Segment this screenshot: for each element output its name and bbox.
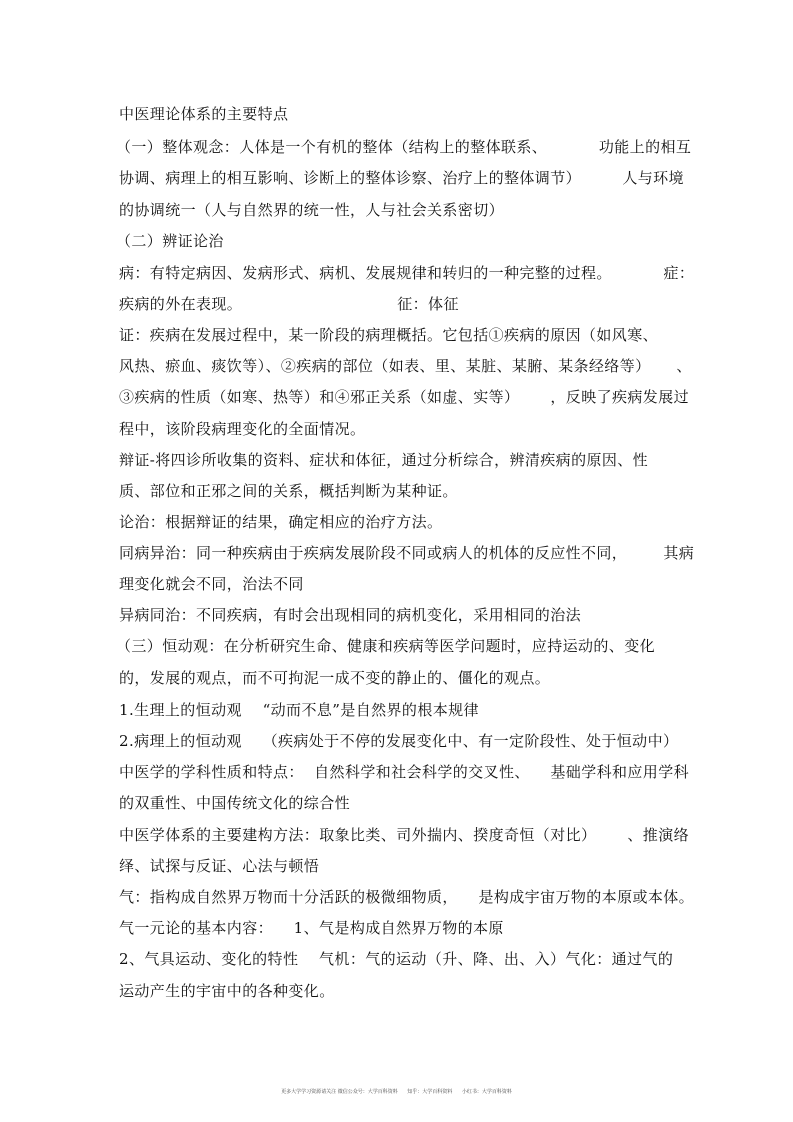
text-line: 绎、试探与反证、心法与顿悟 (119, 857, 320, 875)
text-line: 气：指构成自然界万物而十分活跃的极微细物质， 是构成宇宙万物的本原或本体。 (119, 888, 695, 906)
text-line: 1.生理上的恒动观 “动而不息”是自然界的根本规律 (119, 701, 479, 719)
text-line: 质、部位和正邪之间的关系，概括判断为某种证。 (119, 482, 458, 500)
text-line: 疾病的外在表现。 征：体征 (119, 295, 459, 313)
page-footer: 更多大学学习资源请关注 微信公众号：大学百科资料 知乎：大学百科资料 小红书：大学百科资料 (281, 1089, 512, 1095)
text-line: 理变化就会不同，治法不同 (119, 575, 304, 593)
text-line: 气一元论的基本内容： 1、气是构成自然界万物的本原 (119, 919, 504, 937)
text-line: 证：疾病在发展过程中，某一阶段的病理概括。它包括①疾病的原因（如风寒、 (119, 326, 659, 344)
text-line: 辩证-将四诊所收集的资料、症状和体征，通过分析综合，辨清疾病的原因、性 (119, 451, 649, 469)
text-line: 病：有特定病因、发病形式、病机、发展规律和转归的一种完整的过程。 症： (119, 264, 695, 282)
text-line: 中医学体系的主要建构方法：取象比类、司外揣内、揆度奇恒（对比） 、推演络 (119, 826, 690, 844)
heading-bianzheng: （二）辨证论治 (116, 232, 224, 250)
text-line: 的，发展的观点，而不可拘泥一成不变的静止的、僵化的观点。 (119, 669, 551, 687)
text-line: 协调、病理上的相互影响、诊断上的整体诊察、治疗上的整体调节） 人与环境 (119, 169, 684, 187)
text-line: 论治：根据辩证的结果，确定相应的治疗方法。 (119, 513, 443, 531)
text-line: ③疾病的性质（如寒、热等）和④邪正关系（如虚、实等） ，反映了疾病发展过 (119, 388, 690, 406)
text-line: 风热、瘀血、痰饮等）、②疾病的部位（如表、里、某脏、某腑、某条经络等） 、 (119, 357, 692, 375)
text-line: 异病同治：不同疾病，有时会出现相同的病机变化，采用相同的治法 (119, 606, 582, 624)
heading-hengdongguan: （三）恒动观：在分析研究生命、健康和疾病等医学问题时，应持运动的、变化 (116, 637, 656, 655)
heading-main-features: 中医理论体系的主要特点 (119, 105, 289, 123)
text-line: （一）整体观念：人体是一个有机的整体（结构上的整体联系、 功能上的相互 (116, 138, 692, 156)
text-line: 同病异治：同一种疾病由于疾病发展阶段不同或病人的机体的反应性不同， 其病 (119, 544, 695, 562)
text-line: 2.病理上的恒动观 （疾病处于不停的发展变化中、有一定阶段性、处于恒动中） (119, 732, 679, 750)
text-line: 中医学的学科性质和特点： 自然科学和社会科学的交叉性、 基础学科和应用学科 (119, 763, 690, 781)
text-line: 程中，该阶段病理变化的全面情况。 (119, 420, 366, 438)
text-line: 2、气具运动、变化的特性 气机：气的运动（升、降、出、入）气化：通过气的 (119, 950, 674, 968)
text-line: 的协调统一（人与自然界的统一性，人与社会关系密切） (119, 201, 505, 219)
text-line: 运动产生的宇宙中的各种变化。 (119, 982, 335, 1000)
text-line: 的双重性、中国传统文化的综合性 (119, 794, 351, 812)
